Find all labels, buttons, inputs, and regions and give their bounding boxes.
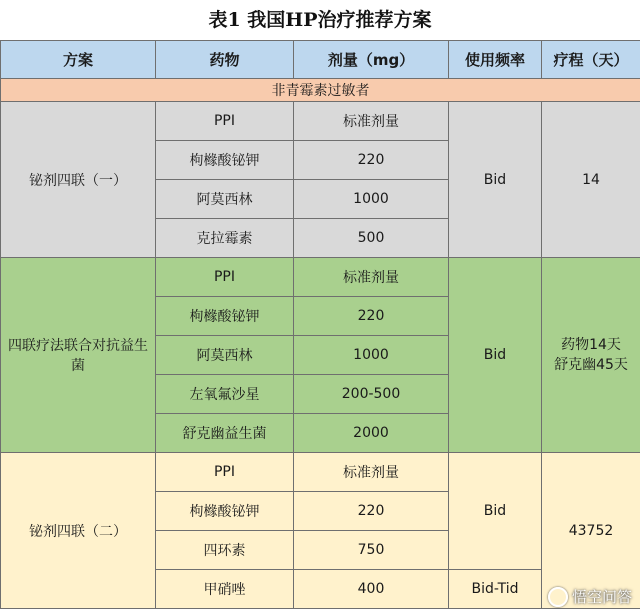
dose-cell: 400	[294, 570, 449, 609]
drug-cell: 枸橼酸铋钾	[156, 141, 294, 180]
header-frequency: 使用频率	[449, 41, 542, 79]
scheme-name: 铋剂四联（二）	[1, 453, 156, 609]
drug-cell: 枸橼酸铋钾	[156, 297, 294, 336]
header-course: 疗程（天）	[542, 41, 640, 79]
dose-cell: 1000	[294, 180, 449, 219]
frequency-cell: Bid	[449, 102, 542, 258]
header-dose: 剂量（mg）	[294, 41, 449, 79]
drug-cell: PPI	[156, 102, 294, 141]
watermark-text: 悟空问答	[571, 588, 632, 606]
scheme-name: 铋剂四联（一）	[1, 102, 156, 258]
drug-cell: 阿莫西林	[156, 180, 294, 219]
dose-cell: 750	[294, 531, 449, 570]
dose-cell: 220	[294, 492, 449, 531]
frequency-cell-last: Bid-Tid	[449, 570, 542, 609]
dose-cell: 标准剂量	[294, 453, 449, 492]
table-title: 表1 我国HP治疗推荐方案	[208, 9, 432, 31]
dose-cell: 1000	[294, 336, 449, 375]
drug-cell: 枸橼酸铋钾	[156, 492, 294, 531]
course-cell: 14	[542, 102, 640, 258]
table-row	[1, 102, 640, 141]
drug-cell: PPI	[156, 258, 294, 297]
drug-cell: 舒克幽益生菌	[156, 414, 294, 453]
banner-label: 非青霉素过敏者	[1, 79, 640, 102]
dose-cell: 200-500	[294, 375, 449, 414]
course-cell	[542, 258, 640, 453]
dose-cell: 标准剂量	[294, 258, 449, 297]
header-drug: 药物	[156, 41, 294, 79]
drug-cell: 四环素	[156, 531, 294, 570]
frequency-cell: Bid	[449, 258, 542, 453]
wukong-logo-icon	[548, 587, 568, 607]
dose-cell: 220	[294, 297, 449, 336]
drug-cell: 甲硝唑	[156, 570, 294, 609]
treatment-table	[0, 40, 640, 609]
frequency-cell: Bid	[449, 453, 542, 570]
drug-cell: 克拉霉素	[156, 219, 294, 258]
banner-row	[1, 79, 640, 102]
scheme-name: 四联疗法联合对抗益生菌	[1, 258, 156, 453]
dose-cell: 2000	[294, 414, 449, 453]
drug-cell: PPI	[156, 453, 294, 492]
course-cell: 43752	[542, 453, 640, 609]
course-line-probiotic: 舒克幽45天	[554, 357, 628, 373]
header-scheme: 方案	[1, 41, 156, 79]
course-line-drug: 药物14天	[561, 337, 621, 353]
header-row	[1, 41, 640, 79]
watermark	[548, 586, 632, 607]
dose-cell: 标准剂量	[294, 102, 449, 141]
dose-cell: 500	[294, 219, 449, 258]
table-row	[1, 453, 640, 492]
table-row	[1, 258, 640, 297]
drug-cell: 阿莫西林	[156, 336, 294, 375]
drug-cell: 左氧氟沙星	[156, 375, 294, 414]
dose-cell: 220	[294, 141, 449, 180]
